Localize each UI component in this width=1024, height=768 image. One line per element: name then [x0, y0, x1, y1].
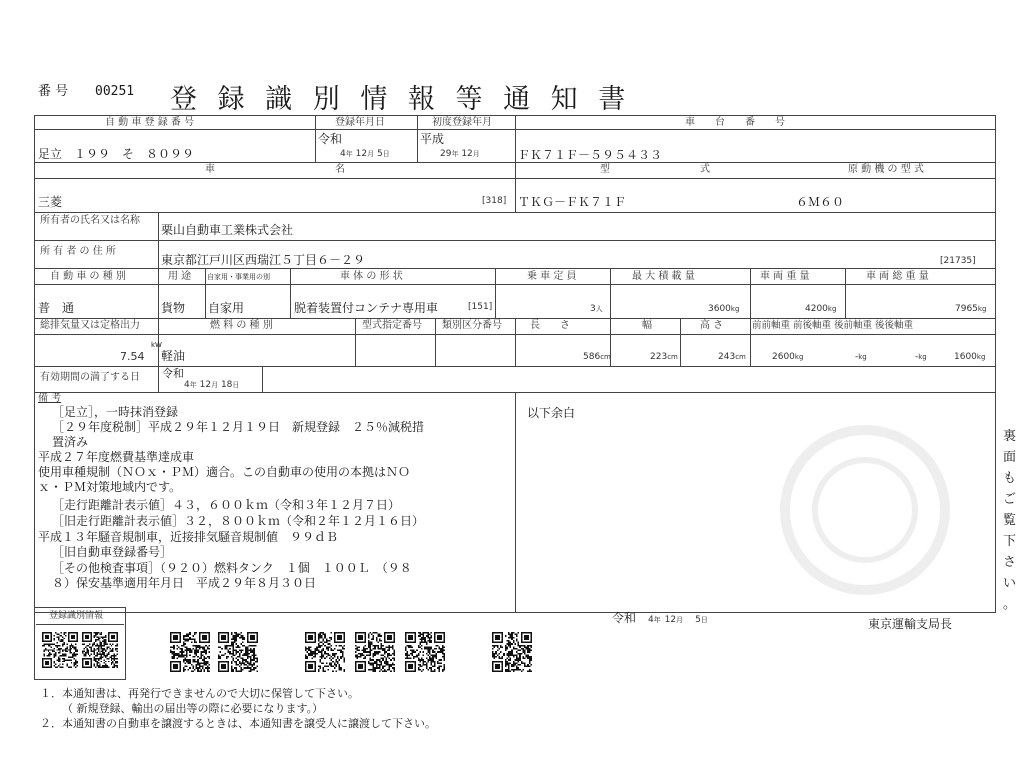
- reg-date-value: 4年 12月 5日: [340, 149, 390, 159]
- maker-value: 三菱: [38, 195, 63, 209]
- usage-value: 貨物: [161, 301, 186, 315]
- height-value: 243cm: [718, 352, 746, 362]
- type-value: ＴＫＧ－ＦＫ７１Ｆ: [518, 195, 627, 209]
- owner-name-label: 所有者の氏名又は名称: [40, 215, 140, 226]
- length-label: 長 さ: [530, 320, 570, 331]
- remark-line: ［足立］，一時抹消登録: [52, 405, 179, 419]
- owner-name-value: 栗山自動車工業株式会社: [161, 223, 294, 237]
- fuel-label: 燃 料 の 種 別: [210, 320, 273, 331]
- gross-weight-value: 7965kg: [955, 304, 987, 314]
- qr-code-vehicle: [355, 632, 395, 672]
- qr-code-vehicle: [492, 632, 532, 672]
- car-name-label-1: 車: [205, 164, 215, 175]
- axles-label: 前前軸重 前後軸重 後前軸重 後後軸重: [752, 320, 914, 331]
- first-reg-label: 初度登録年月: [432, 117, 492, 128]
- max-load-label: 最 大 積 載 量: [632, 271, 695, 282]
- expiry-era: 令和: [162, 367, 184, 380]
- qr-code-vehicle: [305, 632, 345, 672]
- qr-code-vehicle: [170, 632, 210, 672]
- width-label: 幅: [642, 320, 652, 331]
- capacity-value: 3人: [590, 304, 603, 314]
- reg-date-label: 登録年月日: [335, 117, 385, 128]
- remark-line: 平成２７年度燃費基準達成車: [38, 450, 195, 464]
- qr-code-vehicle: [218, 632, 258, 672]
- remark-line: ［２９年度税制］平成２９年１２月１９日 新規登録 ２５％減税措: [52, 420, 425, 434]
- remark-line: ［走行距離計表示値］４３，６００ｋｍ（令和３年１２月７日）: [52, 498, 401, 512]
- owner-addr-value: 東京都江戸川区西瑞江５丁目６－２９: [161, 253, 366, 267]
- remarks-label: 備 考: [38, 393, 62, 404]
- remark-line: ｘ・ＰＭ対策地域内です。: [38, 480, 182, 494]
- type-designation-label: 型式指定番号: [362, 320, 422, 331]
- capacity-label: 乗 車 定 員: [527, 271, 577, 282]
- remark-line: ［旧走行距離計表示値］３２，８００ｋｍ（令和２年１２月１６日）: [52, 514, 425, 528]
- height-label: 高 さ: [700, 320, 724, 331]
- weight-value: 4200kg: [805, 304, 837, 314]
- first-reg-era: 平成: [420, 132, 445, 146]
- number-value: 00251: [95, 84, 135, 99]
- usage-sub-value: 自家用: [208, 301, 245, 315]
- expiry-label: 有効期間の満了する日: [40, 372, 140, 383]
- max-load-value: 3600kg: [708, 304, 740, 314]
- width-value: 223cm: [650, 352, 678, 362]
- unit-kw: kW: [151, 341, 162, 349]
- qr-code-registration: [82, 632, 118, 668]
- engine-value: ６Ｍ６０: [796, 195, 845, 209]
- reg-info-label: 登録識別情報: [49, 611, 104, 621]
- chassis-value: ＦＫ７１Ｆ－５９５４３３: [518, 148, 663, 162]
- displacement-label: 総排気量又は定格出力: [40, 320, 140, 331]
- car-name-label-2: 名: [335, 164, 345, 175]
- displacement-value: 7.54: [120, 350, 145, 363]
- expiry-value: 4年 12月 18日: [184, 380, 240, 390]
- kind-label: 自 動 車 の 種 別: [50, 271, 126, 282]
- remark-line: ８）保安基準適用年月日 平成２９年８月３０日: [52, 576, 317, 590]
- usage-label: 用 途: [168, 271, 192, 282]
- remark-line: ［その他検査事項］（９２０）燃料タンク １個 １００Ｌ （９８: [52, 561, 412, 575]
- fuel-value: 軽油: [161, 349, 186, 363]
- issuing-office: 東京運輸支局長: [868, 617, 953, 631]
- type-label-2: 式: [700, 164, 710, 175]
- length-value: 586cm: [583, 352, 611, 362]
- kind-value: 普 通: [38, 301, 75, 315]
- body-code: [151]: [468, 302, 493, 312]
- axle-fr-value: -kg: [855, 352, 867, 362]
- chassis-label: 車 台 番 号: [685, 117, 785, 128]
- axle-ff-value: 2600kg: [772, 352, 804, 362]
- usage-sub-label: 自家用・事業用の別: [207, 273, 270, 281]
- addr-code: [21735]: [940, 256, 976, 266]
- watermark-seal: [770, 415, 960, 605]
- type-label-1: 型: [600, 164, 610, 175]
- footer-note: （ 新規登録、輸出の届出等の際に必要になります。）: [62, 702, 324, 715]
- category-number-label: 類別区分番号: [442, 320, 502, 331]
- body-value: 脱着装置付コンテナ専用車: [294, 301, 439, 315]
- first-reg-value: 29年 12月: [440, 149, 480, 159]
- page-title: 登 録 識 別 情 報 等 通 知 書: [170, 84, 632, 115]
- footer-note: ２．本通知書の自動車を譲渡するときは、本通知書を譲受人に譲渡して下さい。: [40, 717, 436, 730]
- issue-date: 令和 4年 12月 5日: [612, 611, 708, 625]
- reg-number-label: 自 動 車 登 録 番 号: [105, 117, 195, 128]
- number-label: 番 号: [38, 84, 69, 99]
- remark-line: 使用車種規制（ＮＯｘ・ＰＭ）適合。この自動車の使用の本拠はＮＯ: [38, 465, 411, 479]
- owner-addr-label: 所 有 者 の 住 所: [40, 246, 116, 257]
- remark-line: ［旧自動車登録番号］: [52, 545, 173, 559]
- reg-era: 令和: [318, 132, 343, 146]
- remarks-right: 以下余白: [527, 406, 576, 420]
- engine-type-label: 原 動 機 の 型 式: [848, 164, 924, 175]
- qr-code-vehicle: [405, 632, 445, 672]
- qr-code-registration: [42, 632, 78, 668]
- weight-label: 車 両 重 量: [760, 271, 810, 282]
- reg-number-value: 足立 １９９ そ ８０９９: [38, 147, 195, 161]
- remark-line: 置済み: [52, 435, 89, 449]
- gross-weight-label: 車 両 総 重 量: [866, 271, 929, 282]
- remark-line: 平成１３年騒音規制車，近接排気騒音規制値 ９９ｄＢ: [38, 530, 339, 544]
- type-code: [318]: [482, 196, 507, 206]
- body-shape-label: 車 体 の 形 状: [340, 271, 403, 282]
- footer-note: １．本通知書は、再発行できませんので大切に保管して下さい。: [40, 687, 359, 700]
- axle-rr-value: 1600kg: [954, 352, 986, 362]
- axle-rf-value: -kg: [915, 352, 927, 362]
